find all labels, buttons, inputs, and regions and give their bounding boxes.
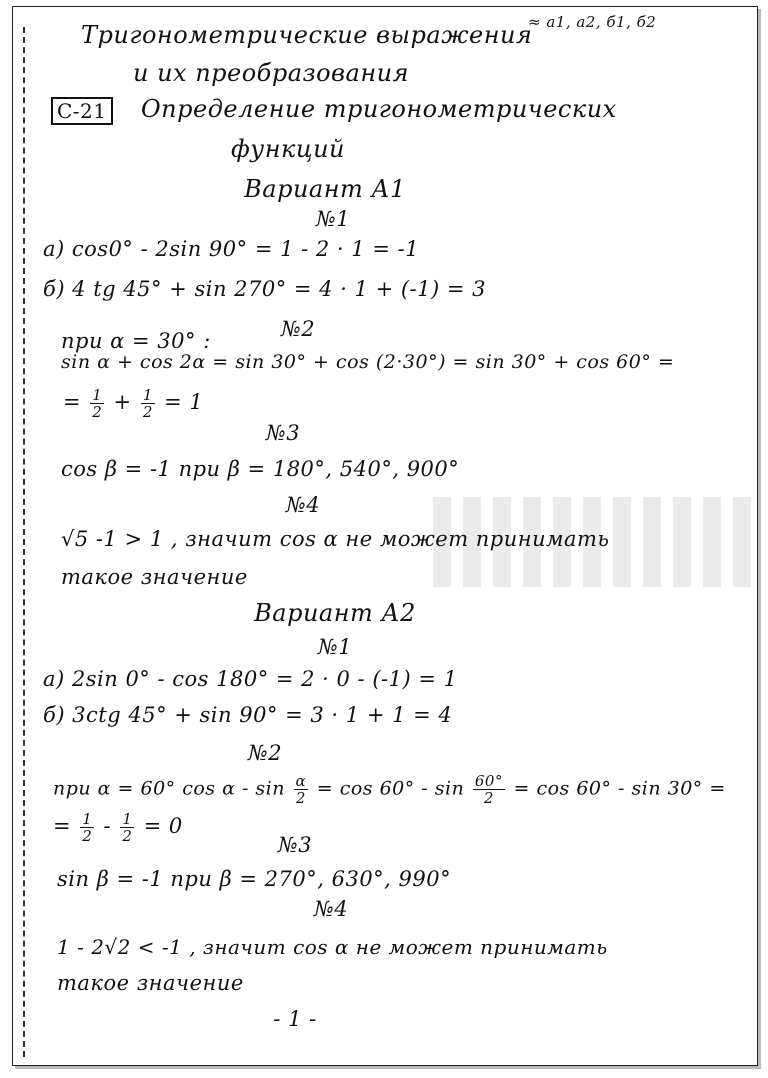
a1-task2-eq: = bbox=[63, 390, 82, 414]
fraction-denominator: 2 bbox=[122, 827, 133, 845]
a1-task4-line2: такое значение bbox=[61, 565, 248, 589]
fraction-numerator: 1 bbox=[92, 386, 103, 404]
a1-task2-fraction2 bbox=[141, 387, 155, 420]
fraction-numerator: 1 bbox=[142, 386, 153, 404]
fraction-numerator: 60° bbox=[474, 772, 503, 790]
a1-task1-b: б) 4 tg 45° + sin 270° = 4 · 1 + (-1) = 3 bbox=[43, 277, 487, 301]
a1-task2-label: №2 bbox=[280, 317, 316, 341]
a1-task2-plus: + bbox=[113, 390, 132, 414]
a2-task2-minus: - bbox=[103, 814, 112, 838]
a1-task2-result: = 1 bbox=[164, 390, 204, 414]
a1-task3-text: cos β = -1 при β = 180°, 540°, 900° bbox=[61, 457, 460, 481]
page-subtitle: и их преобразования bbox=[133, 59, 409, 87]
variant-a1-heading: Вариант А1 bbox=[244, 175, 406, 203]
section-code-box: С-21 bbox=[51, 97, 113, 125]
a2-task2-line2 bbox=[53, 811, 183, 844]
fraction-numerator: 1 bbox=[122, 810, 133, 828]
fraction-denominator: 2 bbox=[483, 789, 494, 807]
a2-task2-fraction2 bbox=[120, 811, 134, 844]
a2-task2-mid: = cos 60° - sin bbox=[316, 777, 465, 800]
a2-task2-label: №2 bbox=[247, 741, 283, 765]
a2-task1-label: №1 bbox=[317, 635, 353, 659]
a1-task3-label: №3 bbox=[265, 421, 301, 445]
a1-task4-line1: √5 -1 > 1 , значит cos α не может принимать bbox=[61, 527, 610, 551]
a1-task2-line2 bbox=[63, 387, 203, 420]
section-title-line1: Определение тригонометрических bbox=[141, 95, 617, 123]
a2-task3-text: sin β = -1 при β = 270°, 630°, 990° bbox=[57, 867, 452, 891]
a2-task4-line1: 1 - 2√2 < -1 , значит cos α не может принимать bbox=[57, 935, 608, 959]
a2-task4-line2: такое значение bbox=[57, 971, 244, 995]
a2-task2-result: = 0 bbox=[143, 814, 183, 838]
page-title: Тригонометрические выражения bbox=[81, 21, 533, 49]
a1-task2-line1: sin α + cos 2α = sin 30° + cos (2·30°) = sin 30° + cos 60° = bbox=[61, 351, 675, 373]
fraction-denominator: 2 bbox=[295, 789, 306, 807]
notebook-page bbox=[12, 6, 758, 1066]
corner-note: ≈ a1, a2, б1, б2 bbox=[528, 13, 657, 31]
a2-task1-a: а) 2sin 0° - cos 180° = 2 · 0 - (-1) = 1 bbox=[43, 667, 458, 691]
a2-task2-eq: = bbox=[53, 814, 72, 838]
margin-dashed-line bbox=[23, 27, 25, 1057]
fraction-denominator: 2 bbox=[92, 403, 103, 421]
section-title-line2: функций bbox=[231, 135, 346, 163]
fraction-numerator: α bbox=[295, 772, 307, 790]
a1-task2-fraction1 bbox=[90, 387, 104, 420]
a1-task2-condition: при α = 30° : bbox=[61, 329, 211, 353]
a2-task1-b: б) 3ctg 45° + sin 90° = 3 · 1 + 1 = 4 bbox=[43, 703, 453, 727]
a1-task1-label: №1 bbox=[315, 207, 351, 231]
page-number: - 1 - bbox=[273, 1007, 317, 1031]
a2-task2-fraction-60 bbox=[473, 773, 505, 806]
a2-task2-fraction1 bbox=[80, 811, 94, 844]
a2-task2-prefix: при α = 60° cos α - sin bbox=[53, 777, 285, 800]
a2-task3-label: №3 bbox=[277, 833, 313, 857]
fraction-numerator: 1 bbox=[82, 810, 93, 828]
a2-task4-label: №4 bbox=[313, 897, 349, 921]
a1-task4-label: №4 bbox=[285, 493, 321, 517]
a1-task1-a: а) cos0° - 2sin 90° = 1 - 2 · 1 = -1 bbox=[43, 237, 420, 261]
a2-task2-suffix: = cos 60° - sin 30° = bbox=[513, 777, 726, 800]
fraction-denominator: 2 bbox=[82, 827, 93, 845]
variant-a2-heading: Вариант А2 bbox=[254, 599, 416, 627]
a2-task2-fraction-alpha bbox=[294, 773, 309, 806]
fraction-denominator: 2 bbox=[142, 403, 153, 421]
a2-task2-line1 bbox=[53, 773, 726, 806]
section-code bbox=[51, 99, 113, 123]
